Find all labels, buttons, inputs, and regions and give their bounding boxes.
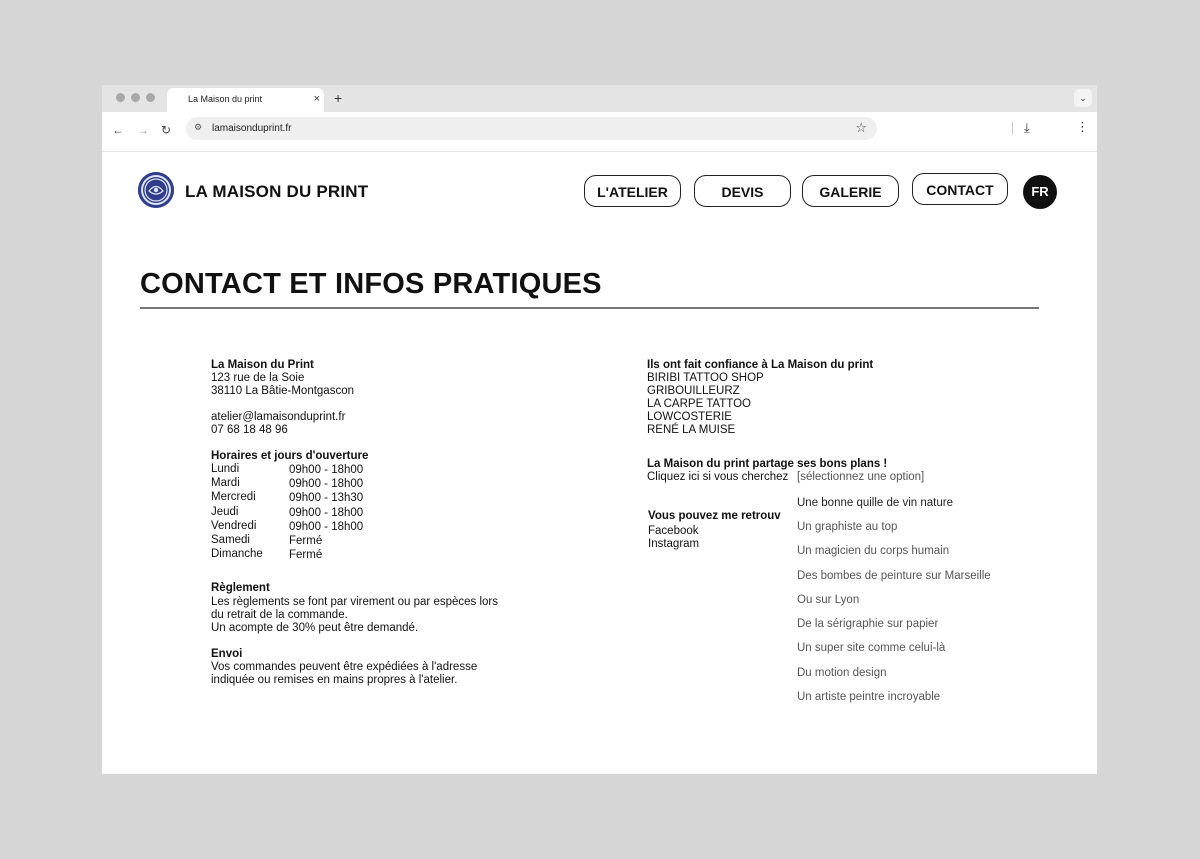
social-link-facebook[interactable]: Facebook [648, 525, 699, 537]
toolbar-divider [1012, 122, 1013, 135]
browser-toolbar [102, 112, 1097, 152]
hours-table [211, 463, 363, 562]
bookmark-star-icon[interactable]: ☆ [855, 120, 867, 135]
tab-title: La Maison du print [188, 94, 263, 104]
language-switch[interactable]: FR [1023, 175, 1057, 209]
dropdown-option[interactable]: Un super site comme celui-là [797, 642, 946, 654]
bons-plans-prompt: Cliquez ici si vous cherchez [647, 471, 789, 483]
hours-row: Lundi 09h00 - 18h00 [211, 463, 364, 476]
browser-window [102, 85, 1097, 774]
client-item: RENÉ LA MUISE [647, 424, 736, 436]
envoi-title: Envoi [211, 648, 243, 660]
brand-name[interactable]: LA MAISON DU PRINT [185, 182, 369, 201]
contact-street: 123 rue de la Soie [211, 372, 305, 384]
url-text[interactable]: lamaisonduprint.fr [212, 123, 292, 134]
nav-devis[interactable]: DEVIS [694, 175, 791, 207]
site-settings-icon[interactable]: ⚙ [194, 122, 203, 132]
bons-plans-select[interactable]: [sélectionnez une option] [797, 471, 925, 483]
new-tab-icon[interactable]: + [334, 90, 343, 106]
logo-icon[interactable] [138, 172, 174, 208]
address-bar[interactable] [186, 117, 877, 140]
contact-phone[interactable]: 07 68 18 48 96 [211, 424, 288, 436]
reglement-line: Un acompte de 30% peut être demandé. [211, 622, 419, 634]
nav-galerie[interactable]: GALERIE [802, 175, 899, 207]
dropdown-option[interactable]: Un magicien du corps humain [797, 545, 950, 557]
envoi-line: Vos commandes peuvent être expédiées à l'adresse [211, 661, 478, 673]
hours-row: Dimanche Fermé [211, 548, 323, 562]
close-tab-icon[interactable]: × [313, 93, 320, 105]
client-item: GRIBOUILLEURZ [647, 385, 740, 397]
envoi-line: indiquée ou remises en mains propres à l'atelier. [211, 674, 458, 686]
social-title: Vous pouvez me retrouv [648, 510, 781, 522]
hours-row: Jeudi 09h00 - 18h00 [211, 505, 364, 519]
social-link-instagram[interactable]: Instagram [648, 538, 700, 550]
contact-email[interactable]: atelier@lamaisonduprint.fr [211, 411, 346, 423]
dropdown-option[interactable]: Un artiste peintre incroyable [797, 691, 941, 703]
dropdown-option[interactable]: Des bombes de peinture sur Marseille [797, 570, 991, 582]
web-page [102, 152, 1097, 774]
dropdown-option[interactable]: Ou sur Lyon [797, 594, 860, 606]
window-controls[interactable] [116, 93, 155, 102]
page-title: CONTACT ET INFOS PRATIQUES [140, 268, 602, 300]
reglement-title: Règlement [211, 582, 270, 594]
hours-row: Samedi Fermé [211, 534, 323, 548]
hours-row: Vendredi 09h00 - 18h00 [211, 519, 364, 533]
nav-contact[interactable]: CONTACT [912, 173, 1008, 205]
clients-title: Ils ont fait confiance à La Maison du print [647, 359, 874, 371]
dropdown-option[interactable]: De la sérigraphie sur papier [797, 618, 939, 630]
contact-name: La Maison du Print [211, 359, 314, 371]
hours-row: Mercredi 09h00 - 13h30 [211, 491, 364, 505]
contact-city: 38110 La Bâtie-Montgascon [211, 385, 354, 397]
client-item: LA CARPE TATTOO [647, 398, 751, 410]
hours-row: Mardi 09h00 - 18h00 [211, 477, 364, 491]
hours-title: Horaires et jours d'ouverture [211, 450, 369, 462]
dropdown-option[interactable]: Une bonne quille de vin nature [797, 497, 954, 509]
dropdown-option[interactable]: Du motion design [797, 667, 887, 679]
nav-atelier[interactable]: L'ATELIER [584, 175, 681, 207]
dropdown-option[interactable]: Un graphiste au top [797, 521, 898, 533]
client-item: LOWCOSTERIE [647, 411, 732, 423]
more-menu-icon[interactable]: ⋮ [1076, 119, 1089, 134]
back-icon[interactable]: ← [112, 123, 124, 137]
reglement-line: Les règlements se font par virement ou par espèces lors [211, 596, 499, 608]
reload-icon[interactable]: ↻ [161, 123, 172, 137]
tab-strip [102, 85, 1097, 112]
title-divider [140, 307, 1039, 309]
browser-tab[interactable] [167, 88, 324, 112]
tab-search-chevron-icon[interactable]: ⌄ [1074, 89, 1092, 107]
bons-plans-title: La Maison du print partage ses bons plans ! [647, 458, 888, 470]
download-icon[interactable]: ⤓ [1024, 120, 1030, 135]
forward-icon[interactable]: → [137, 123, 149, 137]
reglement-line: du retrait de la commande. [211, 609, 348, 621]
client-item: BIRIBI TATTOO SHOP [647, 372, 764, 384]
